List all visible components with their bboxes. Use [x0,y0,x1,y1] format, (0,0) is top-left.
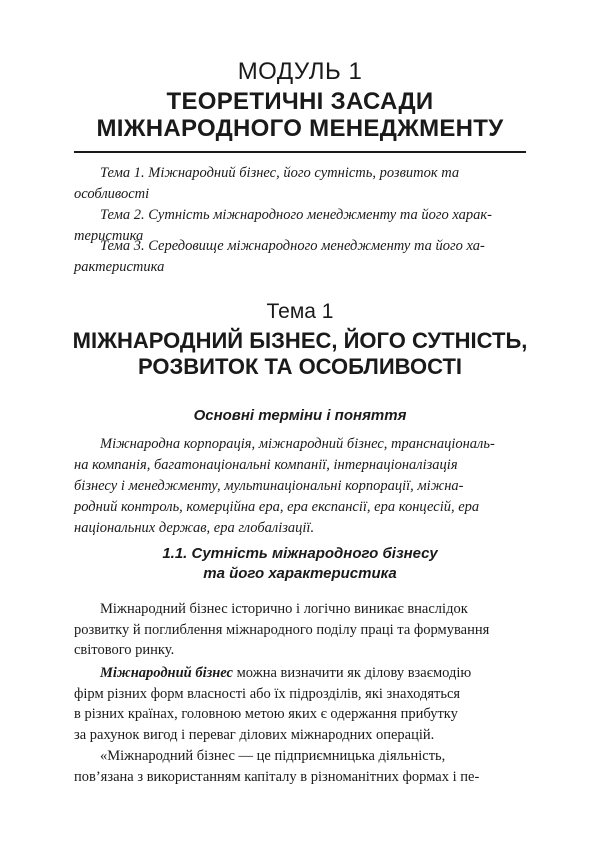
terms-line: родний контроль, комерційна ера, ера експансії, ера концесій, ера [74,499,480,515]
module-title-line-1: ТЕОРЕТИЧНІ ЗАСАДИ [166,88,434,115]
section-heading-line-2: та його характеристика [203,565,397,582]
paragraph-2 [74,663,526,745]
module-divider [74,151,526,153]
paragraph-line-rest: можна визначити як ділову взаємодію [233,665,472,681]
paragraph-line: за рахунок вигод і переваг ділових міжнародних операцій. [74,726,435,743]
paragraph-line: фірм різних форм власності або їх підрозділів, які знаходяться [74,685,461,702]
tema-title-line-2: РОЗВИТОК ТА ОСОБЛИВОСТІ [138,354,462,379]
section-heading-line-1: 1.1. Сутність міжнародного бізнесу [162,545,438,562]
paragraph-line: пов’язана з використанням капіталу в різноманітних формах і пе- [74,768,480,785]
terms-line: Міжнародна корпорація, міжнародний бізнес, транснаціональ- [100,436,495,452]
paragraph-line: Міжнародний бізнес історично і логічно виникає внаслідок [100,601,468,617]
terms-heading: Основні терміни і поняття [193,407,407,424]
terms-line: національних держав, ера глобалізації. [74,520,315,536]
module-label: МОДУЛЬ 1 [237,58,363,85]
topic-line: Тема 2. Сутність міжнародного менеджменту та його харак- [100,207,493,223]
topic-list-item [74,163,526,205]
terms-list [74,434,526,539]
paragraph-line: розвитку й поглиблення міжнародного поділу праці та формування [74,621,490,638]
emphasized-term: Міжнародний бізнес [100,665,233,681]
topic-line: рактеристика [74,259,165,275]
paragraph-3 [74,746,526,787]
tema-label: Тема 1 [266,300,334,323]
paragraph-line [74,663,526,684]
tema-title-line-1: МІЖНАРОДНИЙ БІЗНЕС, ЙОГО СУТНІСТЬ, [72,328,528,353]
paragraph-1 [74,599,526,661]
terms-line: бізнесу і менеджменту, мультинаціональні корпорації, міжна- [74,478,464,494]
paragraph-line: світового ринку. [74,642,175,658]
paragraph-line: «Міжнародний бізнес — це підприємницька діяльність, [100,748,446,764]
topic-line: Тема 1. Міжнародний бізнес, його сутність, розвиток та [100,165,460,181]
topic-line: Тема 3. Середовище міжнародного менеджменту та його ха- [100,238,485,254]
topic-line: особливості [74,186,150,202]
terms-line: на компанія, багатонаціональні компанії, інтернаціоналізація [74,457,458,473]
topic-line: теристика [74,228,144,244]
topic-list-item [74,236,526,278]
module-title-line-2: МІЖНАРОДНОГО МЕНЕДЖМЕНТУ [96,115,504,142]
paragraph-line: в різних країнах, головною метою яких є одержання прибутку [74,706,458,722]
